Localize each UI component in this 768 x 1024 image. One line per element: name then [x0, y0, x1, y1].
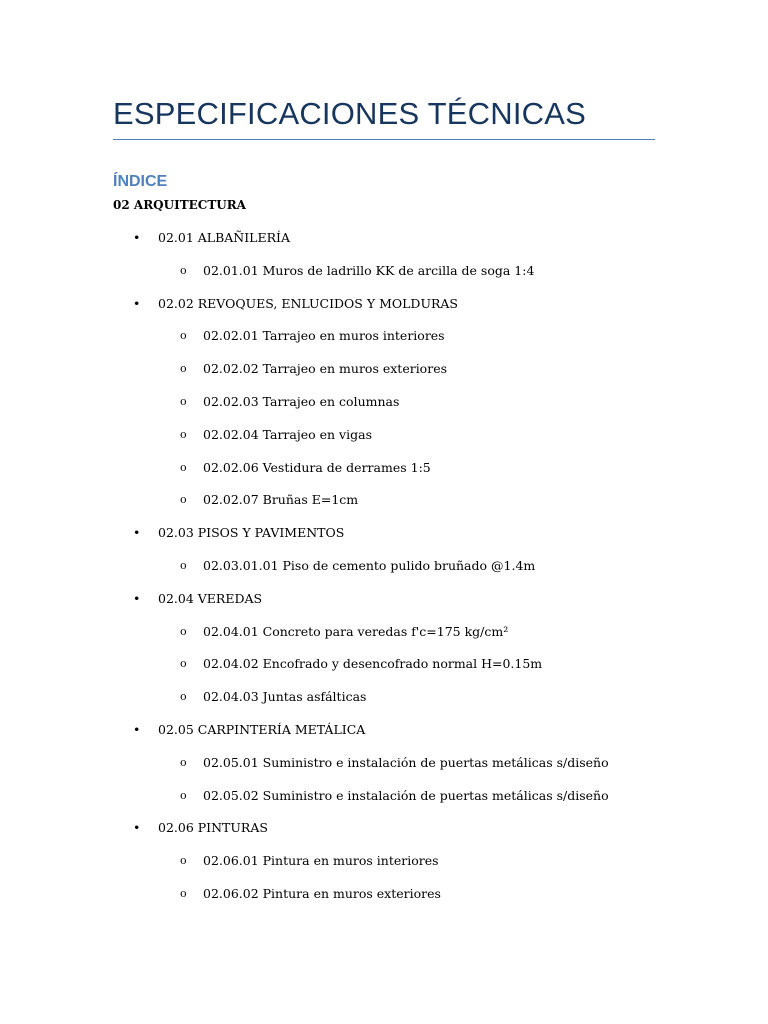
index-heading: ÍNDICE [113, 173, 168, 190]
toc-subitem-label: 02.02.02 Tarrajeo en muros exteriores [203, 361, 448, 377]
bullet-circle-icon: o [180, 329, 187, 343]
architecture-subheading: 02 ARQUITECTURA [113, 198, 246, 212]
toc-subitem-label: 02.02.07 Bruñas E=1cm [203, 492, 359, 508]
toc-subitem-label: 02.04.03 Juntas asfálticas [203, 689, 367, 705]
toc-section-label: 02.01 ALBAÑILERÍA [158, 230, 290, 245]
bullet-circle-icon: o [180, 854, 187, 868]
bullet-circle-icon: o [180, 493, 187, 507]
toc-subitem-label: 02.06.01 Pintura en muros interiores [203, 853, 439, 869]
toc-subitem-label: 02.01.01 Muros de ladrillo KK de arcilla de soga 1:4 [203, 262, 535, 278]
bullet-dot-icon: • [133, 722, 141, 737]
toc-subitem-label: 02.06.02 Pintura en muros exteriores [203, 886, 441, 901]
bullet-circle-icon: o [180, 690, 187, 704]
toc-section-label: 02.03 PISOS Y PAVIMENTOS [158, 525, 345, 541]
bullet-circle-icon: o [180, 460, 187, 474]
bullet-dot-icon: • [133, 525, 141, 541]
toc-subitem-label: 02.04.02 Encofrado y desencofrado normal H=0.15m [203, 656, 543, 672]
bullet-dot-icon: • [133, 295, 141, 311]
bullet-circle-icon: o [180, 624, 187, 638]
bullet-circle-icon: o [180, 887, 187, 900]
title-underline [113, 139, 655, 140]
bullet-circle-icon: o [180, 362, 187, 376]
bullet-dot-icon: • [133, 230, 141, 245]
document-title: ESPECIFICACIONES TÉCNICAS [113, 96, 586, 131]
bullet-circle-icon: o [180, 755, 187, 769]
toc-section-label: 02.02 REVOQUES, ENLUCIDOS Y MOLDURAS [158, 295, 458, 311]
bullet-dot-icon: • [133, 590, 141, 606]
toc-section-label: 02.06 PINTURAS [158, 820, 268, 836]
toc-subitem-label: 02.04.01 Concreto para veredas f'c=175 kg/cm² [203, 623, 509, 639]
bullet-circle-icon: o [180, 657, 187, 671]
bullet-dot-icon: • [133, 820, 141, 836]
bullet-circle-icon: o [180, 559, 187, 572]
bullet-circle-icon: o [180, 395, 187, 408]
toc-subitem-label: 02.05.02 Suministro e instalación de puertas metálicas s/diseño [203, 787, 609, 803]
toc-subitem-label: 02.02.06 Vestidura de derrames 1:5 [203, 459, 431, 475]
bullet-circle-icon: o [180, 263, 187, 277]
bullet-circle-icon: o [180, 427, 187, 441]
toc-subitem-label: 02.02.03 Tarrajeo en columnas [203, 394, 400, 409]
bullet-circle-icon: o [180, 788, 187, 802]
toc-subitem-label: 02.02.01 Tarrajeo en muros interiores [203, 328, 445, 344]
toc-subitem-label: 02.05.01 Suministro e instalación de puertas metálicas s/diseño [203, 754, 609, 770]
toc-subitem-label: 02.02.04 Tarrajeo en vigas [203, 426, 372, 442]
toc-subitem-label: 02.03.01.01 Piso de cemento pulido bruñado @1.4m [203, 558, 536, 573]
toc-section-label: 02.05 CARPINTERÍA METÁLICA [158, 722, 366, 737]
toc-section-label: 02.04 VEREDAS [158, 590, 263, 606]
